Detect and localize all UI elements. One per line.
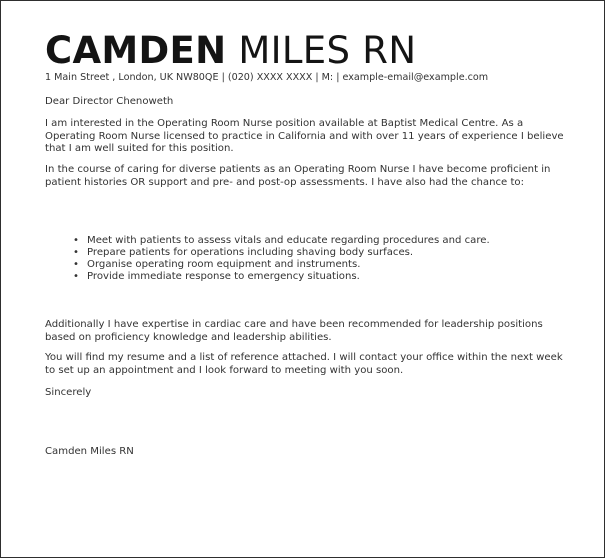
- first-name: CAMDEN: [45, 29, 227, 72]
- last-name: MILES RN: [226, 29, 417, 72]
- list-item-text: Organise operating room equipment and instruments.: [87, 259, 361, 271]
- list-item-text: Provide immediate response to emergency situations.: [87, 271, 360, 283]
- paragraph-expertise: Additionally I have expertise in cardiac care and have been recommended for leadership positions based on proficiency knowledge and leadership abilities.: [45, 319, 543, 343]
- greeting: Dear Director Chenoweth: [45, 96, 174, 107]
- list-item: [45, 247, 565, 259]
- list-item-text: Meet with patients to assess vitals and educate regarding procedures and care.: [87, 235, 490, 246]
- bullet-icon: •: [73, 259, 79, 271]
- applicant-name-heading: [45, 29, 416, 73]
- bullet-icon: •: [73, 235, 79, 246]
- list-item: [45, 259, 565, 271]
- duties-list: [45, 235, 565, 283]
- bullet-icon: •: [73, 247, 79, 259]
- list-item: [45, 271, 565, 283]
- contact-line: 1 Main Street , London, UK NW80QE | (020) XXXX XXXX | M: | example-email@example.com: [45, 72, 489, 83]
- signature-name: Camden Miles RN: [45, 446, 134, 457]
- paragraph-followup: You will find my resume and a list of reference attached. I will contact your office within the next week to set up an appointment and I look forward to meeting with you soon.: [45, 352, 563, 376]
- closing: Sincerely: [45, 387, 92, 398]
- paragraph-intro: I am interested in the Operating Room Nurse position available at Baptist Medical Centre. As a Operating Room Nurse licensed to practice in California and with over 11 years of experience I believe that I am well suited for this position.: [45, 118, 564, 155]
- list-item: [45, 235, 565, 247]
- bullet-icon: •: [73, 271, 79, 283]
- list-item-text: Prepare patients for operations including shaving body surfaces.: [87, 247, 414, 259]
- paragraph-experience: In the course of caring for diverse patients as an Operating Room Nurse I have become proficient in patient histories OR support and pre- and post-op assessments. I have also had the chance to:: [45, 164, 551, 188]
